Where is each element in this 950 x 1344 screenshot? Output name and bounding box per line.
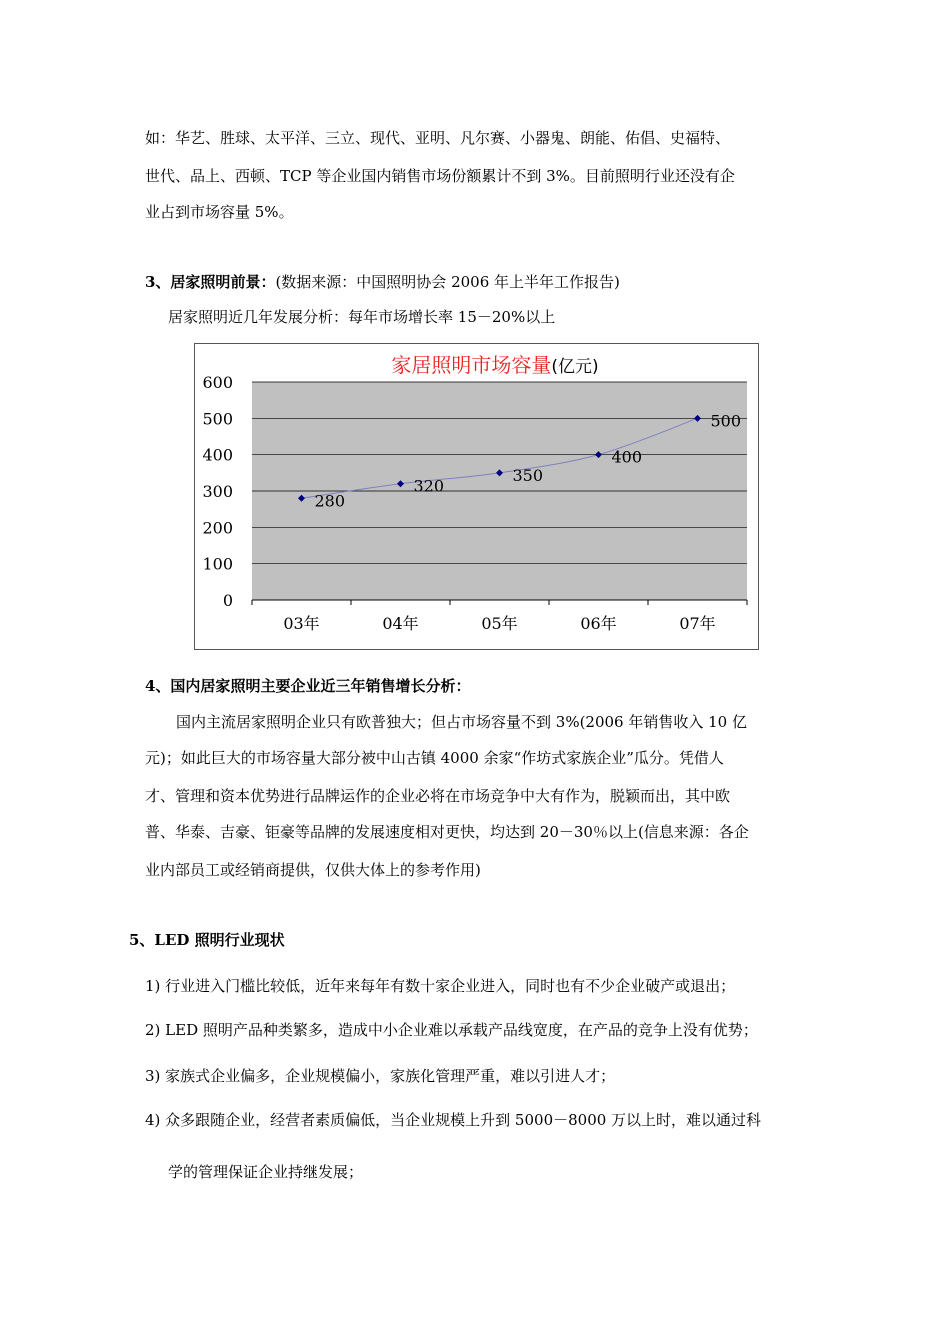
section4-line-1: 国内主流居家照明企业只有欧普独大；但占市场容量不到 3%(2006 年销售收入 10 亿 [176,713,747,731]
data-label: 400 [611,447,643,467]
intro-line-3: 业占到市场容量 5%。 [145,203,294,221]
chart-title [391,353,598,377]
market-capacity-chart [194,343,759,650]
section5-item-3: 3) 家族式企业偏多，企业规模偏小，家族化管理严重，难以引进人才； [145,1067,616,1085]
chart-svg [195,344,760,651]
section5-item-1: 1) 行业进入门槛比较低，近年来每年有数十家企业进入，同时也有不少企业破产或退出； [145,977,736,995]
y-tick-label: 600 [202,373,233,392]
x-tick-label: 04年 [382,614,419,633]
x-tick-label: 03年 [283,614,320,633]
x-tick-label: 06年 [580,614,617,633]
section3-subline: 居家照明近几年发展分析：每年市场增长率 15－20%以上 [168,308,556,326]
section4-line-2: 元)；如此巨大的市场容量大部分被中山古镇 4000 余家“作坊式家族企业”瓜分。凭借人 [145,749,724,767]
section3-heading-line [145,272,620,292]
y-tick-label: 100 [202,554,233,574]
y-tick-label: 300 [202,482,233,501]
data-label: 350 [512,465,544,485]
section4-line-4: 普、华泰、吉豪、钜豪等品牌的发展速度相对更快，均达到 20－30％以上(信息来源：各企 [145,823,749,841]
section5-item-2: 2) LED 照明产品种类繁多，造成中小企业难以承载产品线宽度，在产品的竞争上没有优势； [145,1021,758,1039]
x-tick-label: 05年 [481,614,518,633]
y-tick-label: 200 [202,518,233,538]
section3-heading: 3、居家照明前景： [145,273,276,291]
data-label: 320 [413,476,445,496]
chart-title-main: 家居照明市场容量 [391,353,552,377]
data-label: 500 [710,411,742,431]
y-tick-label: 500 [202,409,233,429]
intro-line-1: 如：华艺、胜球、太平洋、三立、现代、亚明、凡尔赛、小器鬼、朗能、佑倡、史福特、 [145,129,731,147]
section3-source: (数据来源：中国照明协会 2006 年上半年工作报告) [275,273,620,291]
section4-line-5: 业内部员工或经销商提供，仅供大体上的参考作用) [145,861,481,879]
chart-plot-area [202,373,747,633]
data-label: 280 [314,491,346,511]
intro-line-2: 世代、品上、西顿、TCP 等企业国内销售市场份额累计不到 3%。目前照明行业还没有企 [145,167,735,185]
y-tick-label: 400 [202,445,233,465]
x-tick-label: 07年 [679,614,716,633]
section4-line-3: 才、管理和资本优势进行品牌运作的企业必将在市场竞争中大有作为，脱颖而出，其中欧 [145,787,731,805]
section5-item-4: 4) 众多跟随企业，经营者素质偏低，当企业规模上升到 5000－8000 万以上时，难以通过科 [145,1111,762,1129]
section4-heading: 4、国内居家照明主要企业近三年销售增长分析： [145,677,471,695]
chart-title-unit: (亿元) [551,357,599,377]
section5-item-4-cont: 学的管理保证企业持继发展； [168,1163,364,1181]
y-tick-label: 0 [222,591,233,610]
section5-heading: 5、LED 照明行业现状 [129,931,285,949]
